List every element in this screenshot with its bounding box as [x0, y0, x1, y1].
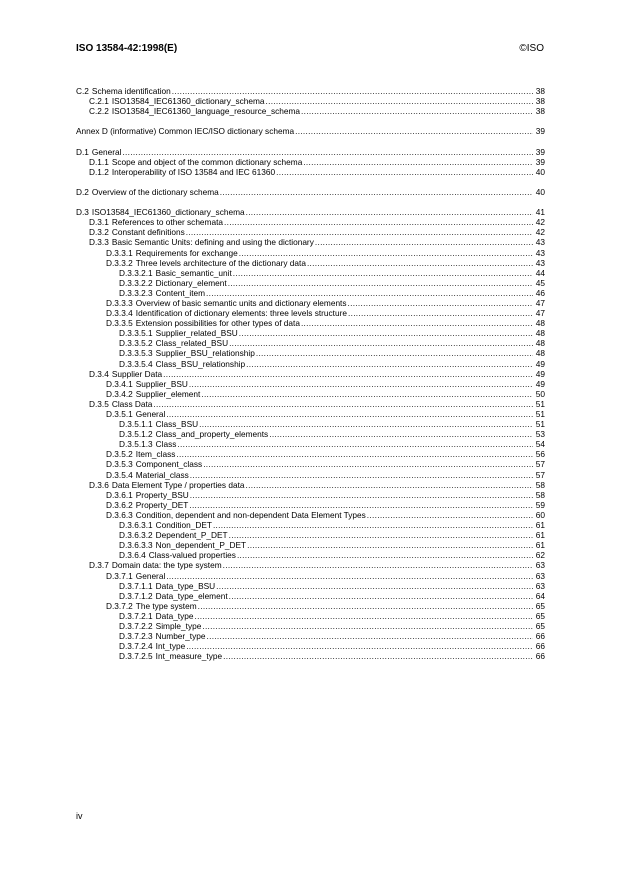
toc-entry-page: 54: [535, 439, 545, 450]
dot-leader: [223, 560, 533, 570]
toc-entry-title: Dictionary_element: [155, 277, 227, 288]
toc-entry-page: 51: [535, 409, 545, 419]
dot-leader: [223, 651, 533, 661]
toc-entry-page: 58: [535, 479, 545, 490]
toc-entry-number: D.3: [76, 207, 89, 218]
toc-entry-number: D.3.7: [89, 560, 109, 571]
toc-entry-title: Class_BSU_relationship: [155, 358, 246, 369]
page-header: [76, 43, 544, 57]
toc-entry[interactable]: [76, 490, 545, 500]
toc-entry-title: Basic_semantic_unit: [155, 267, 232, 278]
toc-entry-number: C.2.2: [89, 106, 109, 117]
toc-entry[interactable]: [76, 449, 545, 459]
toc-entry-page: 64: [535, 590, 545, 601]
toc-entry-page: 49: [535, 368, 545, 379]
toc-entry[interactable]: [76, 611, 545, 621]
document-id: ISO 13584-42:1998(E): [76, 43, 178, 54]
toc-entry-number: D.3.6: [89, 479, 109, 490]
dot-leader: [237, 550, 533, 560]
toc-entry-title: Class_and_property_elements: [155, 429, 269, 440]
toc-entry-page: 47: [535, 297, 545, 308]
toc-entry-page: 61: [535, 520, 545, 531]
dot-leader: [201, 389, 533, 399]
toc-entry-page: 60: [535, 509, 545, 520]
toc-entry-number: D.3.3: [89, 237, 109, 248]
dot-leader: [153, 399, 533, 409]
dot-leader: [166, 409, 533, 419]
toc-entry-number: D.3.3.2.1: [119, 267, 153, 278]
toc-entry-page: 57: [535, 469, 545, 480]
toc-entry-title: Constant definitions: [111, 227, 185, 238]
toc-entry-title: Material_class: [135, 469, 189, 480]
toc-entry-title: Data Element Type / properties data: [111, 479, 245, 490]
toc-entry-page: 47: [535, 308, 545, 319]
toc-entry[interactable]: [76, 248, 545, 258]
toc-entry-number: D.3.7.2.5: [119, 651, 153, 662]
toc-entry[interactable]: [76, 409, 545, 419]
toc-entry-title: Data_type: [155, 610, 194, 621]
toc-entry-page: 49: [535, 358, 545, 369]
toc-entry-page: 51: [535, 398, 545, 409]
toc-entry-title: References to other schemata: [111, 217, 223, 228]
toc-entry-page: 61: [535, 540, 545, 551]
toc-entry-title: ISO13584_IEC61360_language_resource_schema: [111, 106, 301, 117]
toc-entry-number: D.1: [76, 146, 89, 157]
table-of-contents: [76, 86, 545, 661]
dot-leader: [166, 571, 533, 581]
toc-entry-title: The type system: [135, 600, 197, 611]
toc-entry-page: 42: [535, 217, 545, 228]
toc-entry[interactable]: [76, 167, 545, 177]
toc-entry-number: D.3.3.5: [106, 318, 133, 329]
toc-entry-title: ISO13584_IEC61360_dictionary_schema: [91, 207, 245, 218]
copyright-notice: ©ISO: [519, 43, 544, 54]
toc-entry-number: C.2: [76, 86, 89, 96]
toc-entry-number: D.3.3.3: [106, 297, 133, 308]
dot-leader: [246, 480, 533, 490]
dot-leader: [256, 348, 533, 358]
dot-leader: [186, 227, 533, 237]
toc-entry-title: General: [135, 409, 166, 419]
toc-entry-number: C.2.1: [89, 96, 109, 107]
toc-entry-page: 65: [535, 620, 545, 631]
toc-entry[interactable]: [76, 389, 545, 399]
toc-entry[interactable]: [76, 96, 545, 106]
toc-entry[interactable]: [76, 187, 545, 197]
toc-entry-number: D.3.7.2.2: [119, 620, 153, 631]
toc-entry[interactable]: [76, 520, 545, 530]
toc-entry-number: D.1.1: [89, 156, 109, 167]
toc-entry[interactable]: [76, 237, 545, 247]
dot-leader: [303, 157, 533, 167]
dot-leader: [189, 379, 533, 389]
toc-entry-title: Annex D (informative) Common IEC/ISO dictionary schema: [76, 126, 295, 137]
toc-entry-page: 62: [535, 550, 545, 561]
dot-leader: [233, 268, 533, 278]
toc-entry-page: 44: [535, 267, 545, 278]
toc-entry-number: D.3.4.1: [106, 378, 133, 389]
toc-entry[interactable]: [76, 470, 545, 480]
toc-entry[interactable]: [76, 429, 545, 439]
dot-leader: [239, 328, 533, 338]
toc-entry-title: Int_measure_type: [155, 651, 223, 662]
toc-entry-page: 39: [535, 126, 545, 137]
toc-entry[interactable]: [76, 126, 545, 136]
toc-entry-number: D.3.6.1: [106, 489, 133, 500]
toc-entry-title: Class Data: [111, 398, 153, 409]
dot-leader: [239, 248, 533, 258]
dot-leader: [229, 338, 533, 348]
toc-entry-page: 58: [535, 489, 545, 500]
dot-leader: [206, 288, 533, 298]
toc-entry-number: D.3.3.5.1: [119, 328, 153, 339]
toc-entry-number: D.3.7.1.2: [119, 590, 153, 601]
toc-entry-page: 43: [535, 257, 545, 268]
toc-entry[interactable]: [76, 601, 545, 611]
dot-leader: [276, 167, 533, 177]
toc-entry-page: 48: [535, 338, 545, 349]
toc-entry[interactable]: [76, 227, 545, 237]
toc-entry-page: 53: [535, 429, 545, 440]
dot-leader: [190, 470, 533, 480]
toc-entry[interactable]: [76, 500, 545, 510]
toc-entry-number: D.3.7.2.3: [119, 631, 153, 642]
toc-entry-page: 40: [535, 166, 545, 177]
toc-entry-page: 45: [535, 277, 545, 288]
dot-leader: [295, 126, 533, 136]
toc-entry[interactable]: [76, 459, 545, 469]
toc-entry-number: D.3.5: [89, 398, 109, 409]
toc-entry[interactable]: [76, 258, 545, 268]
toc-entry-number: D.3.7.1: [106, 570, 133, 581]
toc-entry-page: 39: [535, 146, 545, 157]
toc-entry-number: D.3.6.3: [106, 509, 133, 520]
toc-entry[interactable]: [76, 298, 545, 308]
dot-leader: [266, 96, 533, 106]
toc-entry[interactable]: [76, 147, 545, 157]
toc-entry-page: 51: [535, 419, 545, 430]
toc-entry[interactable]: [76, 369, 545, 379]
toc-entry-title: General: [135, 570, 166, 581]
toc-entry-title: Condition_DET: [155, 520, 212, 531]
toc-entry-number: D.3.3.2.2: [119, 277, 153, 288]
toc-entry-number: D.3.3.4: [106, 308, 133, 319]
toc-entry-page: 48: [535, 318, 545, 329]
toc-entry[interactable]: [76, 560, 545, 570]
toc-entry-number: D.3.5.1.3: [119, 439, 153, 450]
toc-entry-title: Item_class: [135, 449, 176, 460]
toc-entry-title: Class_BSU: [155, 419, 199, 430]
toc-entry-number: D.3.7.2.1: [119, 610, 153, 621]
toc-entry[interactable]: [76, 651, 545, 661]
dot-leader: [348, 308, 533, 318]
toc-entry[interactable]: [76, 338, 545, 348]
toc-entry-title: Class-valued properties: [148, 550, 236, 561]
toc-entry-title: Dependent_P_DET: [155, 530, 228, 541]
dot-leader: [189, 500, 533, 510]
toc-entry-title: Simple_type: [155, 620, 202, 631]
toc-entry-title: Three levels architecture of the dictionary data: [135, 257, 306, 268]
dot-leader: [247, 540, 533, 550]
dot-leader: [307, 258, 533, 268]
toc-entry-title: Number_type: [155, 631, 206, 642]
toc-entry-title: Data_type_element: [155, 590, 228, 601]
toc-entry[interactable]: [76, 379, 545, 389]
dot-leader: [198, 601, 533, 611]
toc-entry-title: Supplier_BSU: [135, 378, 188, 389]
toc-entry-page: 63: [535, 580, 545, 591]
toc-entry[interactable]: [76, 571, 545, 581]
toc-entry-number: D.3.5.1.1: [119, 419, 153, 430]
dot-leader: [213, 520, 533, 530]
dot-leader: [246, 207, 533, 217]
dot-leader: [202, 621, 533, 631]
toc-entry-page: 38: [535, 86, 545, 96]
toc-entry[interactable]: [76, 631, 545, 641]
dot-leader: [229, 591, 533, 601]
toc-entry-page: 42: [535, 227, 545, 238]
toc-entry-number: D.3.6.3.1: [119, 520, 153, 531]
toc-entry-page: 65: [535, 610, 545, 621]
toc-entry[interactable]: [76, 328, 545, 338]
toc-entry-page: 63: [535, 560, 545, 571]
toc-entry[interactable]: [76, 550, 545, 560]
toc-entry-title: Domain data: the type system: [111, 560, 222, 571]
toc-entry-number: D.3.5.4: [106, 469, 133, 480]
dot-leader: [177, 439, 533, 449]
dot-leader: [199, 419, 533, 429]
toc-entry-number: D.3.3.5.4: [119, 358, 153, 369]
toc-entry-title: Schema identification: [91, 86, 171, 96]
toc-entry-number: D.3.5.1: [106, 409, 133, 419]
toc-entry-page: 63: [535, 570, 545, 581]
toc-entry-number: D.3.6.3.3: [119, 540, 153, 551]
toc-entry[interactable]: [76, 288, 545, 298]
page-number: iv: [76, 811, 83, 821]
toc-entry-page: 43: [535, 237, 545, 248]
toc-entry-number: D.1.2: [89, 166, 109, 177]
dot-leader: [348, 298, 533, 308]
toc-entry-number: D.2: [76, 186, 89, 197]
toc-entry-title: Class_related_BSU: [155, 338, 229, 349]
dot-leader: [190, 490, 533, 500]
toc-entry-page: 59: [535, 499, 545, 510]
toc-entry-number: D.3.4.2: [106, 388, 133, 399]
dot-leader: [220, 187, 533, 197]
dot-leader: [301, 318, 533, 328]
toc-entry[interactable]: [76, 621, 545, 631]
toc-entry[interactable]: [76, 318, 545, 328]
toc-entry[interactable]: [76, 278, 545, 288]
toc-entry-title: Requirements for exchange: [135, 247, 238, 258]
dot-leader: [186, 641, 533, 651]
toc-entry-number: D.3.3.1: [106, 247, 133, 258]
toc-entry-number: D.3.2: [89, 227, 109, 238]
toc-entry-page: 43: [535, 247, 545, 258]
toc-entry-number: D.3.7.2.4: [119, 641, 153, 652]
dot-leader: [163, 369, 533, 379]
dot-leader: [206, 631, 533, 641]
toc-entry-title: Supplier_BSU_relationship: [155, 348, 255, 359]
toc-entry-title: Class: [155, 439, 177, 450]
dot-leader: [224, 217, 533, 227]
toc-entry[interactable]: [76, 348, 545, 358]
toc-entry[interactable]: [76, 157, 545, 167]
toc-entry-title: Component_class: [135, 459, 203, 470]
dot-leader: [216, 581, 533, 591]
toc-entry-page: 38: [535, 96, 545, 107]
dot-leader: [269, 429, 533, 439]
toc-entry-page: 41: [535, 207, 545, 218]
toc-entry-title: Overview of the dictionary schema: [91, 186, 219, 197]
dot-leader: [246, 359, 533, 369]
toc-entry[interactable]: [76, 399, 545, 409]
toc-entry[interactable]: [76, 217, 545, 227]
toc-entry-number: D.3.5.3: [106, 459, 133, 470]
toc-entry[interactable]: [76, 419, 545, 429]
toc-entry-title: Scope and object of the common dictionary schema: [111, 156, 303, 167]
toc-entry-title: Int_type: [155, 641, 186, 652]
toc-entry[interactable]: [76, 530, 545, 540]
toc-entry[interactable]: [76, 439, 545, 449]
dot-leader: [315, 237, 533, 247]
toc-entry-title: Interoperability of ISO 13584 and IEC 61360: [111, 166, 276, 177]
toc-entry-page: 50: [535, 388, 545, 399]
toc-entry[interactable]: [76, 86, 545, 96]
toc-entry-number: D.3.6.3.2: [119, 530, 153, 541]
toc-entry-number: D.3.6.2: [106, 499, 133, 510]
toc-entry-page: 65: [535, 600, 545, 611]
toc-entry[interactable]: [76, 641, 545, 651]
toc-entry-number: D.3.4: [89, 368, 109, 379]
toc-entry[interactable]: [76, 510, 545, 520]
toc-entry-number: D.3.3.5.2: [119, 338, 153, 349]
toc-entry-page: 38: [535, 106, 545, 117]
dot-leader: [367, 510, 533, 520]
toc-entry[interactable]: [76, 308, 545, 318]
dot-leader: [172, 86, 533, 96]
toc-entry-page: 66: [535, 631, 545, 642]
dot-leader: [176, 449, 533, 459]
dot-leader: [122, 147, 533, 157]
toc-entry-title: Property_DET: [135, 499, 189, 510]
toc-entry-page: 49: [535, 378, 545, 389]
toc-entry-page: 48: [535, 328, 545, 339]
toc-entry-title: Condition, dependent and non-dependent Data Element Types: [135, 509, 366, 520]
toc-entry-number: D.3.3.2.3: [119, 287, 153, 298]
toc-entry-number: D.3.3.5.3: [119, 348, 153, 359]
toc-entry-page: 40: [535, 186, 545, 197]
toc-entry-title: Supplier_element: [135, 388, 201, 399]
toc-entry-number: D.3.6.4: [119, 550, 146, 561]
toc-entry-page: 61: [535, 530, 545, 541]
toc-entry-page: 48: [535, 348, 545, 359]
toc-entry-page: 66: [535, 641, 545, 652]
toc-entry[interactable]: [76, 540, 545, 550]
toc-entry-title: Data_type_BSU: [155, 580, 216, 591]
toc-entry[interactable]: [76, 106, 545, 116]
toc-entry-number: D.3.1: [89, 217, 109, 228]
dot-leader: [195, 611, 534, 621]
toc-entry[interactable]: [76, 359, 545, 369]
toc-entry-title: Basic Semantic Units: defining and using the dictionary: [111, 237, 314, 248]
dot-leader: [228, 278, 533, 288]
toc-entry-title: General: [91, 146, 122, 157]
toc-entry[interactable]: [76, 591, 545, 601]
toc-entry-page: 46: [535, 287, 545, 298]
toc-entry[interactable]: [76, 207, 545, 217]
toc-entry-title: Extension possibilities for other types of data: [135, 318, 300, 329]
toc-entry-title: Supplier Data: [111, 368, 163, 379]
toc-entry-title: ISO13584_IEC61360_dictionary_schema: [111, 96, 265, 107]
toc-entry-title: Non_dependent_P_DET: [155, 540, 247, 551]
dot-leader: [301, 106, 533, 116]
toc-entry[interactable]: [76, 581, 545, 591]
toc-entry-title: Overview of basic semantic units and dictionary elements: [135, 297, 347, 308]
toc-entry-number: D.3.5.1.2: [119, 429, 153, 440]
dot-leader: [203, 459, 533, 469]
toc-entry-title: Property_BSU: [135, 489, 189, 500]
dot-leader: [229, 530, 533, 540]
toc-entry-number: D.3.7.1.1: [119, 580, 153, 591]
toc-entry-page: 66: [535, 651, 545, 662]
toc-entry-title: Identification of dictionary elements: three levels structure: [135, 308, 347, 319]
toc-entry-title: Supplier_related_BSU: [155, 328, 238, 339]
toc-entry-number: D.3.3.2: [106, 257, 133, 268]
toc-entry-page: 56: [535, 449, 545, 460]
toc-entry-title: Content_item: [155, 287, 206, 298]
toc-entry-page: 57: [535, 459, 545, 470]
toc-entry[interactable]: [76, 268, 545, 278]
toc-entry-number: D.3.7.2: [106, 600, 133, 611]
toc-entry-number: D.3.5.2: [106, 449, 133, 460]
toc-entry-page: 39: [535, 156, 545, 167]
toc-entry[interactable]: [76, 480, 545, 490]
